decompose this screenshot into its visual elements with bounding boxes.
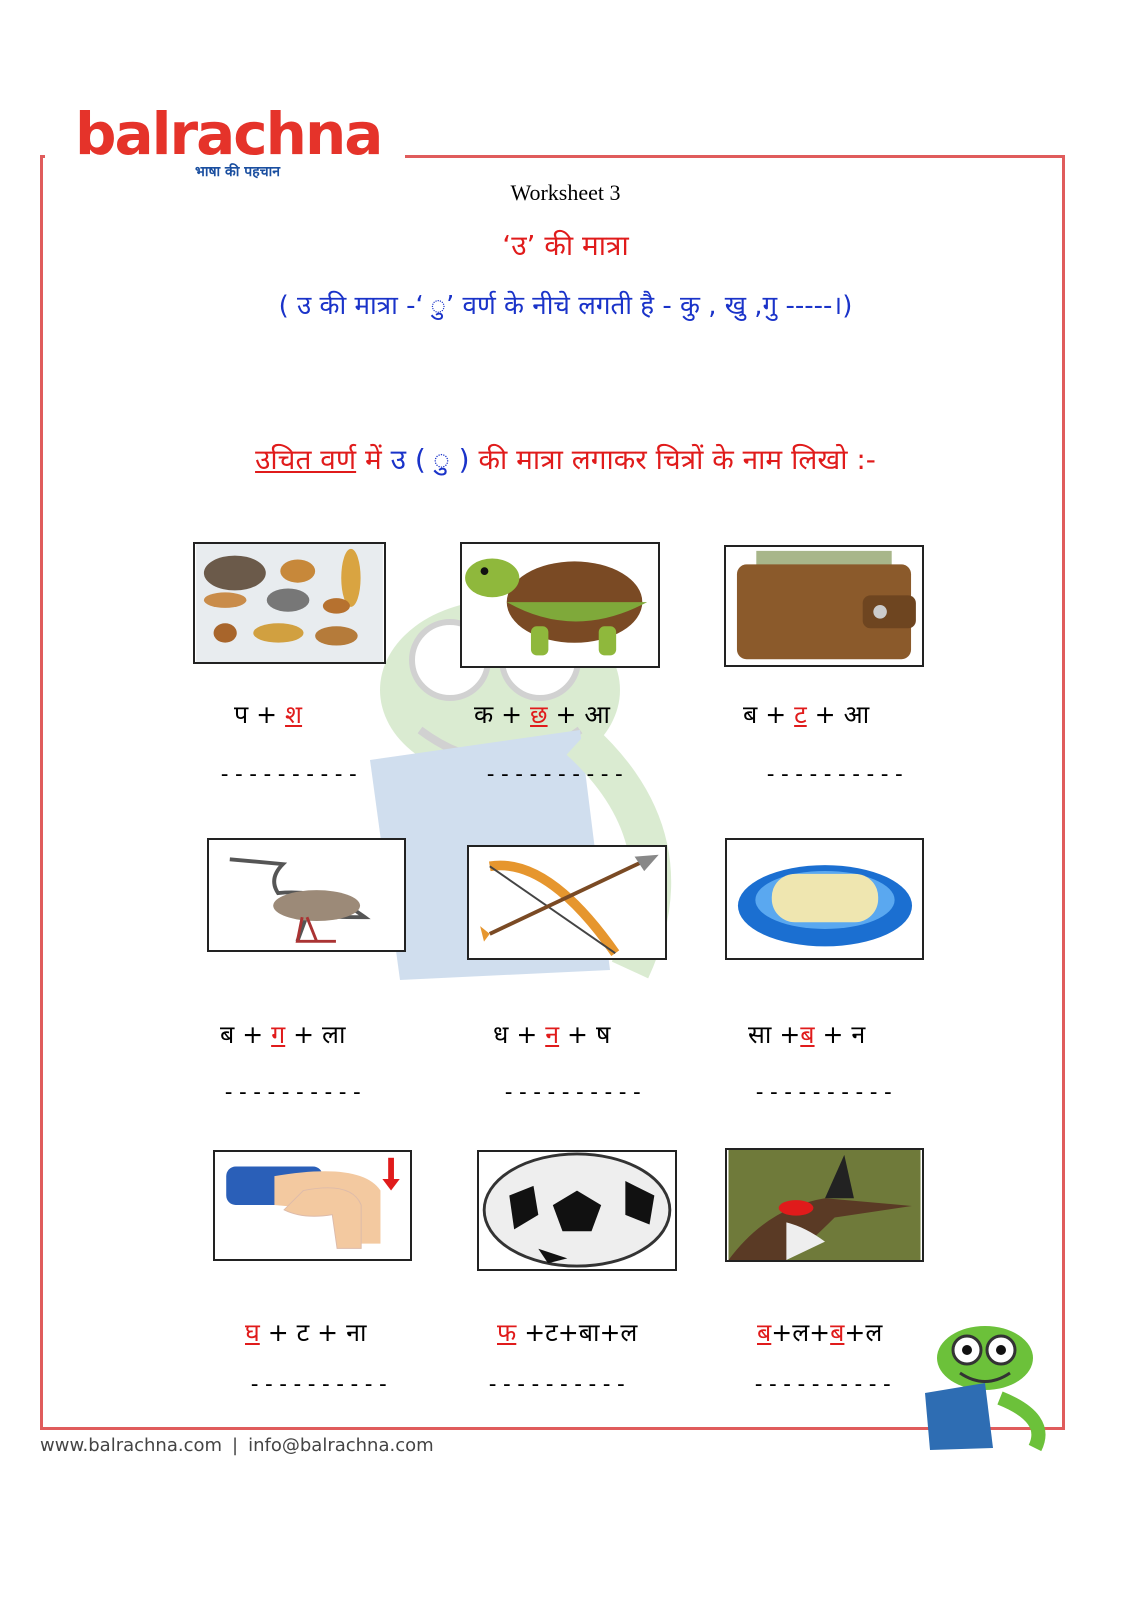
knee-image [213,1150,412,1261]
footer [40,1435,434,1456]
formula-part: + ष [559,1020,611,1049]
word-formula [493,1017,610,1051]
highlighted-letter: छ [530,700,548,729]
bulbul-image [725,1148,924,1262]
formula-part: +ल+ [771,1318,831,1347]
formula-part: + न [814,1020,866,1049]
highlighted-letter: फ [497,1318,517,1347]
instruction-end: की मात्रा लगाकर चित्रों के नाम लिखो :- [469,443,876,476]
footer-separator: | [232,1435,239,1456]
word-formula [497,1315,637,1349]
highlighted-letter: घ [245,1318,260,1347]
wallet-image [724,545,924,667]
highlighted-letter: ग [271,1020,286,1049]
soap-image [725,838,924,960]
formula-part: प + [234,700,286,729]
word-formula [245,1315,366,1349]
answer-blank[interactable]: ---------- [752,1372,895,1397]
word-formula [474,697,610,731]
formula-part: ब + [743,700,795,729]
footer-website: www.balrachna.com [40,1435,223,1456]
answer-blank[interactable]: ---------- [218,762,361,787]
formula-part: + आ [806,700,870,729]
formula-part: ब + [220,1020,272,1049]
answer-blank[interactable]: ---------- [484,762,627,787]
instruction-underlined: उचित वर्ण [255,443,357,476]
highlighted-letter: न [545,1020,560,1049]
highlighted-letter: ब [800,1020,815,1049]
formula-part: +ट+बा+ल [516,1318,638,1347]
word-formula [748,1017,865,1051]
answer-blank[interactable]: ---------- [753,1080,896,1105]
formula-part: सा + [748,1020,801,1049]
bug-mascot-icon [915,1318,1055,1457]
matra-note: ( उ की मात्रा -‘ ु’ वर्ण के नीचे लगती है - कु , खु ,गु -----।) [278,291,853,321]
answer-blank[interactable]: ---------- [486,1372,629,1397]
highlighted-letter: ब [830,1318,845,1347]
answer-blank[interactable]: ---------- [248,1372,391,1397]
footer-email: info@balrachna.com [248,1435,434,1456]
heron-image [207,838,406,952]
tortoise-image [460,542,660,668]
worksheet-label: Worksheet 3 [510,180,621,205]
page-title: ‘उ’ की मात्रा [502,229,629,262]
highlighted-letter: श [285,700,303,729]
formula-part: + ला [285,1020,346,1049]
formula-part: + आ [547,700,610,729]
word-formula [220,1017,345,1051]
word-formula [743,697,869,731]
logo-tagline: भाषा की पहचान [195,164,280,180]
logo-text: balrachna [75,100,382,168]
answer-blank[interactable]: ---------- [222,1080,365,1105]
formula-part: +ल [844,1318,883,1347]
formula-part: ध + [493,1020,546,1049]
instruction-matra: उ ( ु ) [390,443,470,476]
word-formula [757,1315,882,1349]
answer-blank[interactable]: ---------- [764,762,907,787]
instruction-mid: में [356,443,391,476]
instruction [0,440,1131,478]
football-image [477,1150,677,1271]
word-formula [234,697,302,731]
highlighted-letter: ब [757,1318,772,1347]
answer-blank[interactable]: ---------- [502,1080,645,1105]
highlighted-letter: ट [794,700,807,729]
formula-part: क + [474,700,531,729]
bow-arrow-image [467,845,667,960]
animals-image [193,542,386,664]
formula-part: + ट + ना [259,1318,367,1347]
